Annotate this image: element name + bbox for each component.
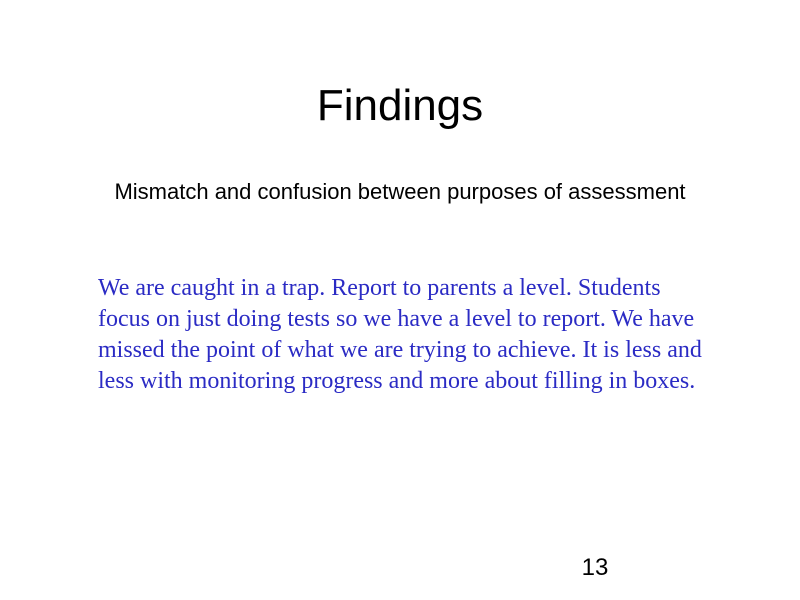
- slide-subtitle: Mismatch and confusion between purposes of assessment: [114, 179, 686, 204]
- quote-text: We are caught in a trap. Report to parents a level. Students focus on just doing tests so we have a level to report. We have missed the point of what we are trying to achieve. It is less and less with monitoring progress and more about filling in boxes.: [98, 275, 702, 394]
- page-number: 13: [581, 554, 609, 581]
- slide-title: Findings: [316, 81, 484, 130]
